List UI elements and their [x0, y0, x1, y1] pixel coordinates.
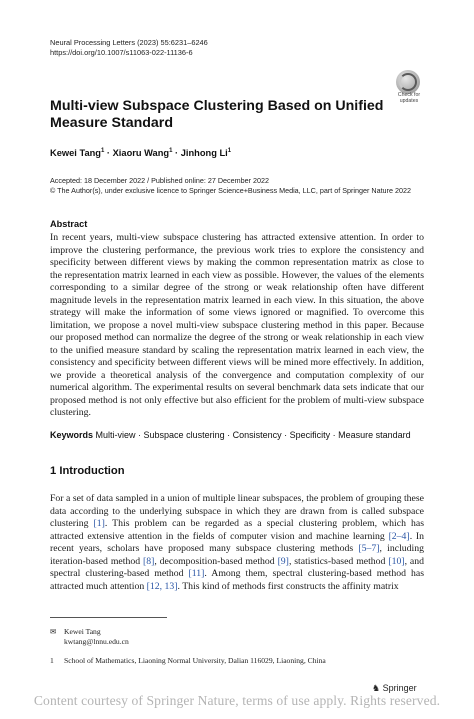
- intro-text-run: , statistics-based method: [288, 555, 389, 567]
- publication-dates: [50, 176, 411, 196]
- author-affil-sup: 1: [227, 148, 232, 154]
- citation-link[interactable]: [9]: [277, 555, 289, 567]
- keywords-list: Multi-view · Subspace clustering · Consistency · Specificity · Measure standard: [95, 430, 411, 440]
- citation-link[interactable]: [5–7]: [358, 543, 380, 554]
- abstract-heading: Abstract: [50, 219, 88, 229]
- badge-line2: updates: [399, 97, 419, 104]
- refresh-ring-icon: [399, 73, 417, 91]
- intro-text-run: , decomposition-based method: [154, 555, 278, 567]
- accepted-published-line: Accepted: 18 December 2022 / Published online: 27 December 2022: [50, 176, 269, 185]
- check-for-updates-badge[interactable]: [391, 70, 427, 104]
- corresponding-author-name: Kewei Tang: [64, 627, 101, 636]
- citation-link[interactable]: [2–4]: [388, 530, 410, 542]
- citation-link[interactable]: [8]: [142, 555, 155, 567]
- corresponding-author-footnote: [50, 627, 129, 647]
- springer-horse-icon: ♞: [372, 683, 381, 693]
- affiliation-text: School of Mathematics, Liaoning Normal University, Dalian 116029, Liaoning, China: [64, 656, 326, 665]
- doi-link[interactable]: https://doi.org/10.1007/s11063-022-11136-6: [50, 48, 193, 57]
- intro-text-run: , and spectral clustering-based method: [50, 555, 424, 579]
- journal-citation: Neural Processing Letters (2023) 55:6231–6246: [50, 38, 208, 47]
- courtesy-watermark: Content courtesy of Springer Nature, terms of use apply. Rights reserved.: [33, 693, 441, 708]
- footnote-divider: [50, 617, 167, 618]
- keywords-label: Keywords: [50, 430, 94, 440]
- paper-title: Multi-view Subspace Clustering Based on Unified Measure Standard: [50, 98, 384, 131]
- copyright-line: © The Author(s), under exclusive licence to Springer Science+Business Media, LLC, part of Springer Nature 2022: [50, 186, 411, 195]
- citation-link[interactable]: [12, 13]: [146, 580, 178, 592]
- author-name[interactable]: Kewei Tang: [50, 148, 101, 159]
- intro-text-run: , including iteration-based method: [50, 543, 424, 567]
- section-heading-introduction: 1 Introduction: [50, 465, 125, 477]
- citation-link[interactable]: [10]: [388, 555, 405, 567]
- intro-text-run: . This problem can be regarded as a special clustering problem, which has attracted extensive attention in the fields of computer vision and machine learning: [50, 518, 424, 542]
- abstract-body: In recent years, multi-view subspace clustering has attracted extensive attention. In order to improve the clustering performance, the previous work tries to explore the consistency and specificity between different views by making the common representation matrix as close to the representation matrix learned in each view as possible. However, the values of the elements corresponding to a similar degree of the strong or weak relationship often have different magnitude levels in the representation matrix learned in each view. In this situation, the above strategy will make the information of some views ignored or magnified. To overcome this limitation, we propose a novel multi-view subspace clustering method in this paper. Because our proposed method can normalize the degree of the strong or weak relationship in each view to the unified measure standard by scaling the representation matrix learned in each view, the consistency and specificity between different views will be mined more effectively. In addition, we provide a theoretical analysis of the convergence and computation complexity of our numerical algorithm. The experimental results on several benchmark data sets indicate that our proposed method is not only effective but also efficient for the problem of multi-view subspace clustering.: [50, 232, 424, 418]
- affiliation-number: 1: [50, 656, 54, 665]
- envelope-icon: ✉: [50, 627, 57, 636]
- citation-link[interactable]: [1]: [93, 518, 105, 529]
- author-name[interactable]: Jinhong Li: [180, 148, 228, 159]
- badge-line1: Check for: [397, 92, 421, 98]
- author-affil-sup: 1: [169, 148, 173, 154]
- introduction-body: [50, 493, 424, 593]
- intro-text-run: . This kind of methods first constructs the affinity matrix: [177, 580, 399, 592]
- author-name[interactable]: Xiaoru Wang: [112, 148, 170, 159]
- citation-link[interactable]: [11]: [188, 568, 205, 579]
- intro-text-run: . In recent years, scholars have proposed many subspace clustering methods: [50, 530, 425, 554]
- affiliation-footnote: [50, 656, 326, 665]
- author-list: Kewei Tang$^1$ · Xiaoru Wang$^1$ · Jinhong Li$^1$: [50, 148, 232, 159]
- intro-text-run: For a set of data sampled in a union of multiple linear subspaces, the problem of grouping these data according to the underlying subspace in which they are drawn from is called subspace clustering: [50, 493, 424, 529]
- intro-text-run: . Among them, spectral clustering-based method has attracted much attention: [50, 568, 424, 592]
- keywords-line: [50, 430, 430, 440]
- author-affil-sup: 1: [100, 148, 105, 154]
- journal-header: [50, 38, 208, 58]
- corresponding-author-email[interactable]: kwtang@lnnu.edu.cn: [64, 637, 129, 646]
- publisher-name: Springer: [382, 683, 417, 693]
